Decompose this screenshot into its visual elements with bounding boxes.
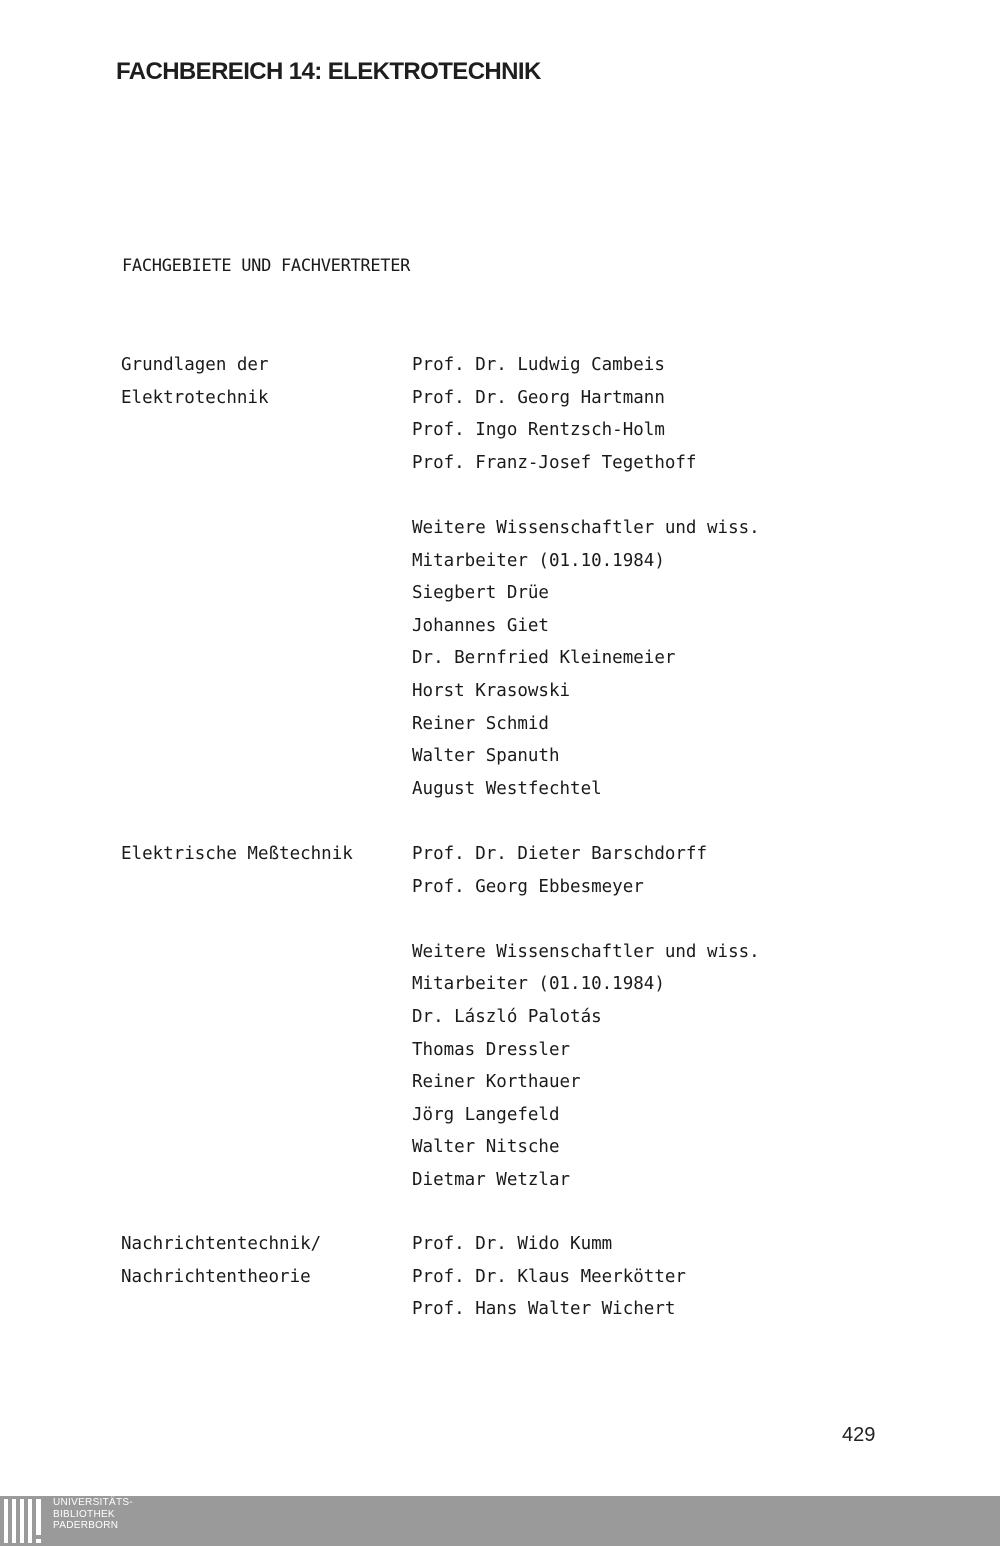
professor-entry: Prof. Dr. Ludwig Cambeis — [412, 355, 665, 375]
staff-entry: Walter Spanuth — [412, 746, 560, 767]
subject-label: Grundlagen der Elektrotechnik — [121, 355, 269, 408]
professor-entry: Prof. Dr. Klaus Meerkötter — [412, 1266, 686, 1287]
staff-entry: Siegbert Drüe — [412, 583, 549, 604]
page-header: FACHBEREICH 14: ELEKTROTECHNIK — [116, 58, 541, 85]
professor-entry: Prof. Dr. Dieter Barschdorff — [412, 844, 708, 864]
staff-entry: Dietmar Wetzlar — [412, 1169, 571, 1190]
professor-entry: Prof. Dr. Wido Kumm — [412, 1234, 613, 1254]
professor-entry: Prof. Ingo Rentzsch-Holm — [412, 420, 665, 441]
people-list — [412, 1228, 686, 1326]
professor-entry: Prof. Georg Ebbesmeyer — [412, 876, 644, 897]
staff-heading-line: Mitarbeiter (01.10.1984) — [412, 550, 665, 571]
staff-entry: Dr. László Palotás — [412, 1006, 602, 1027]
professor-entry: Prof. Hans Walter Wichert — [412, 1299, 676, 1320]
people-list — [412, 838, 760, 1197]
subject-label: Elektrische Meßtechnik — [121, 844, 353, 864]
professor-entry: Prof. Franz-Josef Tegethoff — [412, 452, 697, 473]
staff-entry: August Westfechtel — [412, 778, 602, 799]
staff-heading-line: Weitere Wissenschaftler und wiss. — [412, 517, 760, 538]
people-list — [412, 349, 760, 805]
staff-heading-line: Weitere Wissenschaftler und wiss. — [412, 941, 760, 962]
logo-line: BIBLIOTHEK — [53, 1508, 115, 1520]
staff-entry: Reiner Korthauer — [412, 1072, 581, 1093]
staff-entry: Horst Krasowski — [412, 680, 571, 701]
subject-label: Nachrichtentechnik/ Nachrichtentheorie — [121, 1234, 322, 1287]
library-footer — [0, 1496, 1000, 1546]
staff-entry: Walter Nitsche — [412, 1137, 560, 1158]
staff-entry: Jörg Langefeld — [412, 1104, 560, 1125]
logo-line: PADERBORN — [53, 1520, 119, 1531]
professor-entry: Prof. Dr. Georg Hartmann — [412, 387, 665, 408]
section-heading: FACHGEBIETE UND FACHVERTRETER — [122, 256, 411, 276]
staff-entry: Johannes Giet — [412, 615, 549, 636]
staff-entry: Dr. Bernfried Kleinemeier — [412, 648, 676, 669]
staff-entry: Reiner Schmid — [412, 713, 549, 734]
staff-heading-line: Mitarbeiter (01.10.1984) — [412, 974, 665, 995]
logo-line: UNIVERSITÄTS- — [53, 1497, 134, 1508]
staff-entry: Thomas Dressler — [412, 1039, 571, 1060]
library-logo-text — [53, 1497, 133, 1532]
page-number: 429 — [842, 1424, 876, 1446]
